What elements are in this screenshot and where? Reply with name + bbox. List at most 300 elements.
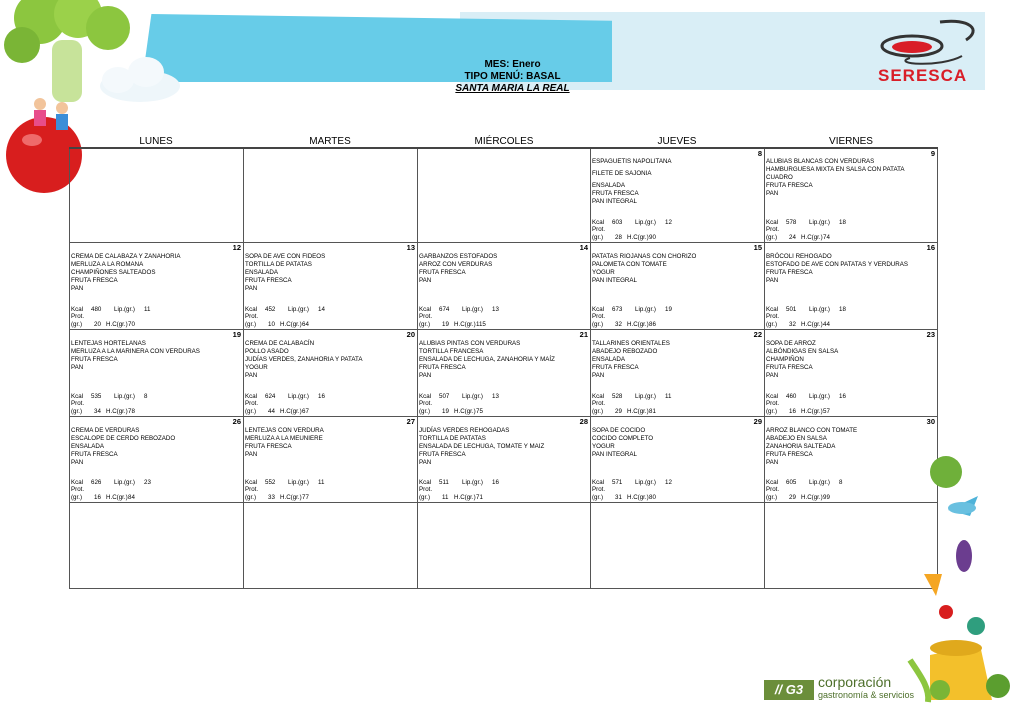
carbs-label: H.C(gr.) bbox=[627, 234, 649, 242]
menu-day-cell bbox=[590, 243, 764, 330]
day-number: 19 bbox=[232, 330, 241, 339]
dish-item: JUDÍAS VERDES, ZANAHORIA Y PATATA bbox=[245, 356, 363, 364]
dish-item: YOGUR bbox=[592, 269, 615, 277]
dish-item: ENSALADA bbox=[245, 269, 279, 277]
nutrition-info bbox=[71, 306, 241, 329]
dish-list bbox=[592, 340, 762, 380]
lipid-label: Lip.(gr.) bbox=[288, 305, 309, 313]
protein-label: Prot.(gr.) bbox=[419, 400, 433, 416]
kcal-label: Kcal bbox=[766, 392, 779, 400]
lipid-label: Lip.(gr.) bbox=[114, 392, 135, 400]
carbs-value: 64 bbox=[302, 321, 309, 329]
dish-item: SOPA DE ARROZ bbox=[766, 340, 816, 347]
day-number: 26 bbox=[232, 417, 241, 426]
carbs-value: 71 bbox=[476, 494, 483, 502]
nutrition-info bbox=[245, 306, 415, 329]
dish-item: FRUTA FRESCA bbox=[419, 269, 466, 277]
dish-item: CHAMPIÑON bbox=[766, 356, 804, 364]
protein-label: Prot.(gr.) bbox=[766, 313, 780, 329]
menu-day-cell bbox=[590, 417, 764, 503]
dish-item: TORTILLA DE PATATAS bbox=[245, 261, 312, 269]
lipid-value: 11 bbox=[665, 392, 672, 400]
dish-item: PATATAS RIOJANAS CON CHORIZO bbox=[592, 253, 697, 260]
dish-item: FRUTA FRESCA bbox=[766, 451, 813, 459]
carbs-label: H.C(gr.) bbox=[106, 321, 128, 329]
menu-day-cell bbox=[243, 243, 417, 330]
carbs-value: 75 bbox=[476, 408, 483, 416]
menu-day-cell bbox=[417, 330, 590, 417]
protein-label: Prot.(gr.) bbox=[245, 486, 259, 502]
kcal-label: Kcal bbox=[419, 392, 432, 400]
kcal-value: 603 bbox=[612, 218, 623, 226]
protein-label: Prot.(gr.) bbox=[71, 313, 85, 329]
dish-item: PAN bbox=[766, 190, 779, 198]
dish-list bbox=[245, 340, 415, 380]
lipid-label: Lip.(gr.) bbox=[114, 305, 135, 313]
day-number: 20 bbox=[406, 330, 415, 339]
dish-item: FRUTA FRESCA bbox=[419, 364, 466, 372]
lipid-value: 13 bbox=[492, 305, 499, 313]
lipid-value: 16 bbox=[839, 392, 846, 400]
dish-item: PAN bbox=[245, 372, 258, 380]
dish-item: PAN bbox=[766, 372, 779, 380]
dish-item: GARBANZOS ESTOFADOS bbox=[419, 253, 498, 260]
dish-item: FRUTA FRESCA bbox=[592, 190, 639, 198]
carbs-value: 99 bbox=[823, 494, 830, 502]
day-number: 12 bbox=[232, 243, 241, 252]
protein-value: 33 bbox=[268, 494, 275, 502]
dish-item: ZANAHORIA SALTEADA bbox=[766, 443, 836, 451]
menu-day-cell bbox=[590, 330, 764, 417]
dish-item: TORTILLA DE PATATAS bbox=[419, 435, 486, 443]
dish-item: MERLUZA A LA MEUNIERE bbox=[245, 435, 323, 443]
menu-calendar-grid bbox=[69, 147, 938, 589]
dish-item: PAN INTEGRAL bbox=[592, 451, 637, 459]
protein-label: Prot.(gr.) bbox=[592, 313, 606, 329]
dish-item: SOPA DE COCIDO bbox=[592, 427, 646, 434]
dish-item: SOPA DE AVE CON FIDEOS bbox=[245, 253, 326, 260]
lipid-label: Lip.(gr.) bbox=[809, 305, 830, 313]
carbs-value: 86 bbox=[649, 321, 656, 329]
lipid-label: Lip.(gr.) bbox=[635, 392, 656, 400]
dish-item: FRUTA FRESCA bbox=[71, 277, 118, 285]
dish-item: PAN bbox=[766, 459, 779, 467]
carbs-value: 115 bbox=[476, 321, 486, 329]
kcal-value: 626 bbox=[91, 478, 102, 486]
dish-item: CHAMPIÑONES SALTEADOS bbox=[71, 269, 156, 277]
carbs-label: H.C(gr.) bbox=[454, 494, 476, 502]
protein-value: 24 bbox=[789, 234, 796, 242]
day-header-miercoles: MIÉRCOLES bbox=[474, 136, 534, 147]
lipid-label: Lip.(gr.) bbox=[288, 392, 309, 400]
dish-item: PAN INTEGRAL bbox=[592, 277, 637, 285]
dish-item: PAN bbox=[245, 285, 258, 293]
kcal-label: Kcal bbox=[245, 305, 258, 313]
dish-item: LENTEJAS HORTELANAS bbox=[71, 340, 146, 347]
dish-item: YOGUR bbox=[245, 364, 268, 372]
kcal-label: Kcal bbox=[245, 392, 258, 400]
kcal-value: 528 bbox=[612, 392, 623, 400]
protein-value: 29 bbox=[615, 408, 622, 416]
protein-label: Prot.(gr.) bbox=[592, 400, 606, 416]
carbs-value: 44 bbox=[823, 321, 830, 329]
protein-label: Prot.(gr.) bbox=[766, 400, 780, 416]
protein-label: Prot.(gr.) bbox=[766, 486, 780, 502]
lipid-value: 14 bbox=[318, 305, 325, 313]
day-number: 30 bbox=[926, 417, 935, 426]
dish-item: ALUBIAS PINTAS CON VERDURAS bbox=[419, 340, 521, 347]
dish-list bbox=[245, 253, 415, 293]
carbs-value: 84 bbox=[128, 494, 135, 502]
dish-item: ALBÓNDIGAS EN SALSA bbox=[766, 348, 839, 356]
day-number: 29 bbox=[753, 417, 762, 426]
nutrition-info bbox=[71, 393, 241, 416]
kcal-value: 674 bbox=[439, 305, 450, 313]
menu-day-cell bbox=[417, 149, 590, 243]
day-header-jueves: JUEVES bbox=[657, 136, 697, 147]
nutrition-info bbox=[245, 393, 415, 416]
lipid-value: 23 bbox=[144, 478, 151, 486]
kcal-value: 507 bbox=[439, 392, 450, 400]
lipid-label: Lip.(gr.) bbox=[462, 305, 483, 313]
dish-item: ENSALADA DE LECHUGA, ZANAHORIA Y MAÍZ bbox=[419, 356, 555, 364]
carbs-label: H.C(gr.) bbox=[454, 408, 476, 416]
protein-label: Prot.(gr.) bbox=[419, 486, 433, 502]
day-number: 28 bbox=[579, 417, 588, 426]
dish-item: ESTOFADO DE AVE CON PATATAS Y VERDURAS bbox=[766, 261, 908, 269]
lipid-value: 8 bbox=[839, 478, 843, 486]
kcal-label: Kcal bbox=[766, 478, 779, 486]
carbs-value: 77 bbox=[302, 494, 309, 502]
nutrition-info bbox=[592, 306, 762, 329]
menu-day-cell bbox=[69, 503, 243, 589]
carbs-value: 57 bbox=[823, 408, 830, 416]
protein-label: Prot.(gr.) bbox=[245, 313, 259, 329]
day-number: 27 bbox=[406, 417, 415, 426]
protein-value: 29 bbox=[789, 494, 796, 502]
menu-day-cell bbox=[764, 243, 938, 330]
carbs-label: H.C(gr.) bbox=[627, 321, 649, 329]
carbs-value: 67 bbox=[302, 408, 309, 416]
dish-item: FILETE DE SAJONIA bbox=[592, 170, 652, 178]
menu-day-cell bbox=[69, 243, 243, 330]
dish-item: ENSALADA bbox=[71, 443, 105, 451]
dish-item: POLLO ASADO bbox=[245, 348, 289, 356]
protein-value: 20 bbox=[94, 321, 101, 329]
day-number: 16 bbox=[926, 243, 935, 252]
centre-name: SANTA MARIA LA REAL bbox=[455, 83, 570, 94]
menu-header bbox=[400, 59, 625, 95]
protein-value: 32 bbox=[789, 321, 796, 329]
kcal-label: Kcal bbox=[71, 305, 84, 313]
kcal-label: Kcal bbox=[592, 305, 605, 313]
kcal-value: 535 bbox=[91, 392, 102, 400]
dish-item: ESPAGUETIS NAPOLITANA bbox=[592, 158, 672, 165]
dish-item: TORTILLA FRANCESA bbox=[419, 348, 484, 356]
menu-day-cell bbox=[69, 149, 243, 243]
kcal-label: Kcal bbox=[419, 478, 432, 486]
dish-item: ARROZ BLANCO CON TOMATE bbox=[766, 427, 858, 434]
dish-item: PAN bbox=[71, 285, 84, 293]
carbs-label: H.C(gr.) bbox=[280, 408, 302, 416]
carbs-label: H.C(gr.) bbox=[627, 494, 649, 502]
protein-label: Prot.(gr.) bbox=[766, 226, 780, 242]
protein-value: 11 bbox=[442, 494, 449, 502]
lipid-value: 8 bbox=[144, 392, 148, 400]
dish-item: CREMA DE CALABAZA Y ZANAHORIA bbox=[71, 253, 181, 260]
protein-label: Prot.(gr.) bbox=[71, 400, 85, 416]
kcal-label: Kcal bbox=[592, 218, 605, 226]
dish-item: MERLUZA A LA MARINERA CON VERDURAS bbox=[71, 348, 200, 356]
kcal-label: Kcal bbox=[592, 392, 605, 400]
kcal-label: Kcal bbox=[592, 478, 605, 486]
protein-value: 10 bbox=[268, 321, 275, 329]
menu-day-cell bbox=[764, 149, 938, 243]
dish-item: JUDÍAS VERDES REHOGADAS bbox=[419, 427, 510, 434]
nutrition-info bbox=[71, 479, 241, 502]
lipid-value: 16 bbox=[492, 478, 499, 486]
lipid-label: Lip.(gr.) bbox=[809, 478, 830, 486]
dish-item: FRUTA FRESCA bbox=[592, 364, 639, 372]
dish-item: YOGUR bbox=[592, 443, 615, 451]
dish-list bbox=[419, 427, 588, 467]
carbs-label: H.C(gr.) bbox=[801, 408, 823, 416]
kcal-value: 511 bbox=[439, 478, 449, 486]
carbs-value: 81 bbox=[649, 408, 656, 416]
dish-list bbox=[71, 340, 241, 372]
day-number: 13 bbox=[406, 243, 415, 252]
kcal-value: 452 bbox=[265, 305, 276, 313]
menu-day-cell bbox=[243, 417, 417, 503]
day-number: 21 bbox=[579, 330, 588, 339]
menu-day-cell bbox=[590, 149, 764, 243]
carbs-value: 74 bbox=[823, 234, 830, 242]
dish-item: ESCALOPE DE CERDO REBOZADO bbox=[71, 435, 176, 443]
lipid-label: Lip.(gr.) bbox=[635, 218, 656, 226]
protein-label: Prot.(gr.) bbox=[592, 226, 606, 242]
carbs-label: H.C(gr.) bbox=[801, 494, 823, 502]
dish-item: FRUTA FRESCA bbox=[766, 364, 813, 372]
carbs-label: H.C(gr.) bbox=[454, 321, 476, 329]
kcal-label: Kcal bbox=[71, 478, 84, 486]
dish-list bbox=[592, 253, 762, 285]
dish-item: PAN bbox=[419, 372, 432, 380]
protein-value: 28 bbox=[615, 234, 622, 242]
carbs-label: H.C(gr.) bbox=[627, 408, 649, 416]
nutrition-info bbox=[766, 306, 935, 329]
kcal-label: Kcal bbox=[71, 392, 84, 400]
dish-list bbox=[419, 253, 588, 285]
dish-item: TALLARINES ORIENTALES bbox=[592, 340, 670, 347]
dish-list bbox=[592, 427, 762, 459]
dish-item: PAN bbox=[71, 459, 84, 467]
menu-day-cell bbox=[69, 330, 243, 417]
lipid-label: Lip.(gr.) bbox=[635, 305, 656, 313]
day-number: 8 bbox=[757, 149, 762, 158]
lipid-value: 11 bbox=[318, 478, 325, 486]
protein-value: 19 bbox=[442, 321, 449, 329]
dish-list bbox=[71, 427, 241, 467]
nutrition-info bbox=[766, 219, 935, 242]
kcal-value: 578 bbox=[786, 218, 797, 226]
protein-label: Prot.(gr.) bbox=[592, 486, 606, 502]
day-header-viernes: VIERNES bbox=[829, 136, 873, 147]
dish-item: HAMBURGUESA MIXTA EN SALSA CON PATATA bbox=[766, 166, 905, 174]
protein-value: 16 bbox=[789, 408, 796, 416]
carbs-label: H.C(gr.) bbox=[280, 494, 302, 502]
dish-list bbox=[419, 340, 588, 380]
nutrition-info bbox=[419, 393, 588, 416]
dish-item: ENSALADA bbox=[592, 182, 626, 190]
lipid-label: Lip.(gr.) bbox=[288, 478, 309, 486]
menu-day-cell bbox=[417, 417, 590, 503]
lipid-label: Lip.(gr.) bbox=[462, 392, 483, 400]
menu-day-cell bbox=[69, 417, 243, 503]
food-decoration-icon bbox=[900, 450, 1024, 710]
dish-item: LENTEJAS CON VERDURA bbox=[245, 427, 324, 434]
dish-item: FRUTA FRESCA bbox=[419, 451, 466, 459]
menu-day-cell bbox=[764, 330, 938, 417]
nutrition-info bbox=[245, 479, 415, 502]
kcal-label: Kcal bbox=[419, 305, 432, 313]
dish-list bbox=[245, 427, 415, 459]
menu-day-cell bbox=[243, 503, 417, 589]
menu-type-label: TIPO MENÚ: BASAL bbox=[464, 71, 561, 82]
menu-day-cell bbox=[590, 503, 764, 589]
lipid-value: 12 bbox=[665, 478, 672, 486]
protein-value: 44 bbox=[268, 408, 275, 416]
lipid-value: 18 bbox=[839, 218, 846, 226]
kcal-value: 460 bbox=[786, 392, 797, 400]
dish-item: PAN bbox=[245, 451, 258, 459]
corp-subtitle: gastronomía & servicios bbox=[818, 690, 915, 700]
protein-value: 19 bbox=[442, 408, 449, 416]
protein-label: Prot.(gr.) bbox=[245, 400, 259, 416]
carbs-label: H.C(gr.) bbox=[106, 408, 128, 416]
lipid-value: 12 bbox=[665, 218, 672, 226]
dish-item: FRUTA FRESCA bbox=[766, 182, 813, 190]
menu-day-cell bbox=[243, 330, 417, 417]
dish-item: PAN bbox=[766, 277, 779, 285]
kcal-value: 552 bbox=[265, 478, 276, 486]
dish-list bbox=[592, 158, 762, 206]
dish-item: ENSALADA bbox=[592, 356, 626, 364]
day-number: 9 bbox=[930, 149, 935, 158]
dish-item: CUADRO bbox=[766, 174, 793, 182]
day-number: 14 bbox=[579, 243, 588, 252]
dish-item: ARROZ CON VERDURAS bbox=[419, 261, 493, 269]
dish-item: FRUTA FRESCA bbox=[245, 443, 292, 451]
protein-label: Prot.(gr.) bbox=[419, 313, 433, 329]
kcal-value: 624 bbox=[265, 392, 276, 400]
protein-value: 31 bbox=[615, 494, 622, 502]
carbs-label: H.C(gr.) bbox=[801, 234, 823, 242]
lipid-label: Lip.(gr.) bbox=[809, 218, 830, 226]
kcal-value: 480 bbox=[91, 305, 102, 313]
dish-item: BRÓCOLI REHOGADO bbox=[766, 253, 832, 260]
dish-item: PAN bbox=[419, 277, 432, 285]
kcal-label: Kcal bbox=[766, 218, 779, 226]
protein-value: 32 bbox=[615, 321, 622, 329]
dish-list bbox=[766, 253, 935, 285]
protein-label: Prot.(gr.) bbox=[71, 486, 85, 502]
dish-item: FRUTA FRESCA bbox=[71, 451, 118, 459]
lipid-label: Lip.(gr.) bbox=[462, 478, 483, 486]
nutrition-info bbox=[419, 479, 588, 502]
carbs-value: 78 bbox=[128, 408, 135, 416]
lipid-label: Lip.(gr.) bbox=[114, 478, 135, 486]
menu-day-cell bbox=[417, 243, 590, 330]
carbs-value: 80 bbox=[649, 494, 656, 502]
dish-item: PALOMETA CON TOMATE bbox=[592, 261, 667, 269]
lipid-value: 13 bbox=[492, 392, 499, 400]
menu-day-cell bbox=[417, 503, 590, 589]
dish-list bbox=[71, 253, 241, 293]
nutrition-info bbox=[592, 219, 762, 242]
lipid-value: 18 bbox=[839, 305, 846, 313]
dish-item: ALUBIAS BLANCAS CON VERDURAS bbox=[766, 158, 875, 165]
lipid-label: Lip.(gr.) bbox=[809, 392, 830, 400]
day-header-lunes: LUNES bbox=[139, 136, 173, 147]
protein-value: 16 bbox=[94, 494, 101, 502]
kcal-value: 571 bbox=[612, 478, 623, 486]
carbs-value: 70 bbox=[128, 321, 135, 329]
dish-item: FRUTA FRESCA bbox=[766, 269, 813, 277]
dish-item: CREMA DE CALABACÍN bbox=[245, 340, 315, 347]
kcal-value: 605 bbox=[786, 478, 797, 486]
g3-logo-badge: // G3 bbox=[764, 680, 814, 700]
menu-day-cell bbox=[243, 149, 417, 243]
day-number: 22 bbox=[753, 330, 762, 339]
carbs-label: H.C(gr.) bbox=[280, 321, 302, 329]
dish-item: PAN INTEGRAL bbox=[592, 198, 637, 206]
dish-item: ABADEJO EN SALSA bbox=[766, 435, 827, 443]
dish-item: CREMA DE VERDURAS bbox=[71, 427, 140, 434]
carbs-value: 90 bbox=[649, 234, 656, 242]
dish-item: PAN bbox=[71, 364, 84, 372]
nutrition-info bbox=[766, 393, 935, 416]
dish-item: MERLUZA A LA ROMANA bbox=[71, 261, 144, 269]
dish-list bbox=[766, 158, 935, 198]
day-number: 15 bbox=[753, 243, 762, 252]
dish-item: ENSALADA DE LECHUGA, TOMATE Y MAIZ bbox=[419, 443, 545, 451]
kcal-label: Kcal bbox=[766, 305, 779, 313]
dish-item: FRUTA FRESCA bbox=[71, 356, 118, 364]
day-header-martes: MARTES bbox=[309, 136, 351, 147]
lipid-value: 11 bbox=[144, 305, 151, 313]
corp-name: corporación bbox=[818, 674, 892, 690]
carbs-label: H.C(gr.) bbox=[106, 494, 128, 502]
nutrition-info bbox=[419, 306, 588, 329]
dish-item: PAN bbox=[592, 372, 605, 380]
nutrition-info bbox=[592, 393, 762, 416]
dish-list bbox=[766, 340, 935, 380]
seresca-logo-text: SERESCA bbox=[878, 66, 968, 85]
dish-item: FRUTA FRESCA bbox=[245, 277, 292, 285]
dish-item: COCIDO COMPLETO bbox=[592, 435, 654, 443]
month-label: MES: Enero bbox=[484, 59, 541, 70]
nutrition-info bbox=[592, 479, 762, 502]
kcal-value: 501 bbox=[786, 305, 797, 313]
dish-item: ABADEJO REBOZADO bbox=[592, 348, 658, 356]
protein-value: 34 bbox=[94, 408, 101, 416]
day-number: 23 bbox=[926, 330, 935, 339]
dish-item: PAN bbox=[419, 459, 432, 467]
lipid-value: 16 bbox=[318, 392, 325, 400]
lipid-label: Lip.(gr.) bbox=[635, 478, 656, 486]
kcal-value: 673 bbox=[612, 305, 623, 313]
carbs-label: H.C(gr.) bbox=[801, 321, 823, 329]
